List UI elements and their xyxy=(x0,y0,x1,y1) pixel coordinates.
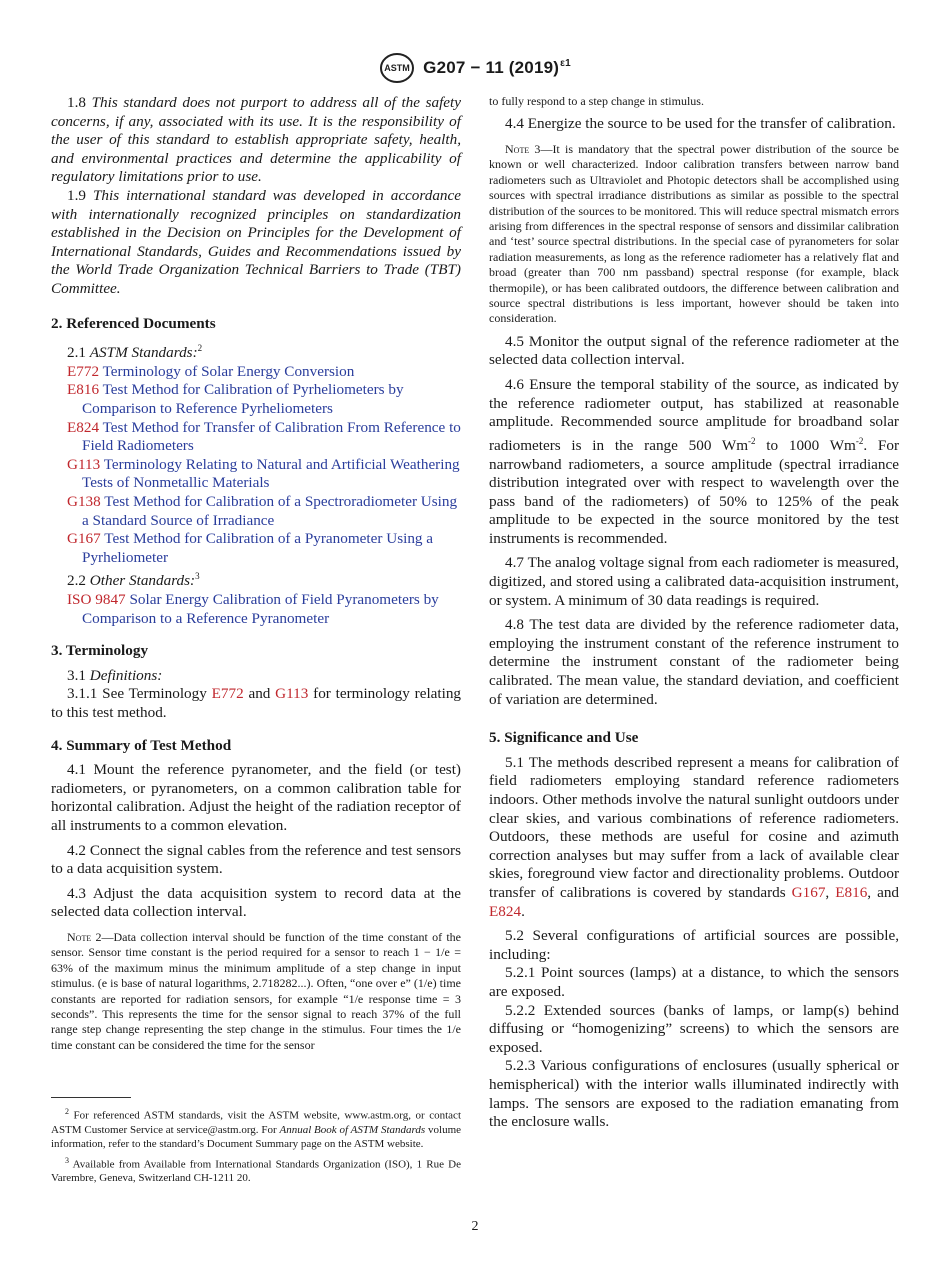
link-e816[interactable]: E816 xyxy=(835,883,868,901)
ref-iso-9847[interactable]: ISO 9847 Solar Energy Calibration of Field Pyranometers by Comparison to a Reference Pyranometer xyxy=(67,590,439,627)
para-5-2-1: 5.2.1 Point sources (lamps) at a distance, to which the sensors are exposed. xyxy=(489,964,899,1000)
para-5-2: 5.2 Several configurations of artificial sources are possible, including: xyxy=(489,927,899,963)
right-column xyxy=(489,94,899,1132)
svg-text:ASTM: ASTM xyxy=(384,63,410,73)
page-number: 2 xyxy=(471,1219,479,1234)
para-4-5: 4.5 Monitor the output signal of the reference radiometer at the selected data collection interval. xyxy=(489,332,899,369)
para-4-4: 4.4 Energize the source to be used for the transfer of calibration. xyxy=(505,115,896,133)
para-4-2: 4.2 Connect the signal cables from the reference and test sensors to a data acquisition system. xyxy=(51,841,461,878)
para-2-1: 2.1 ASTM Standards:$^2$ xyxy=(67,343,203,362)
para-3-1-1: 3.1.1 See Terminology E772 and G113 for terminology relating to this test method. xyxy=(51,685,462,721)
para-5-1: 5.1 The methods described represent a means for calibration of field radiometers employing standard reference radiometers indoors. Other methods involve the natural sunlight outdoors under clear skies, and various combinations of reference radiometers. Outdoors, these methods are useful for cosine and azimuth correction analyses but may suffer from a lack of available clear skies, foreground view factor and directionality problems. Outdoor transfer of calibrations is covered by standards G167, E816, and E824. xyxy=(489,753,900,920)
left-column xyxy=(51,94,461,1053)
standard-designation: G207 − 11 $(2019)^{\varepsilon 1}$ xyxy=(423,58,571,77)
page-header xyxy=(0,52,950,89)
footnote-2: $^2$ For referenced ASTM standards, visit the ASTM website, www.astm.org, or contact ASTM Customer Service at service@astm.org. For Annual Book of ASTM Standards volume information, refer to the standard’s Document Summary page on the ASTM website. xyxy=(51,1107,462,1150)
para-3-1: 3.1 Definitions: xyxy=(67,666,163,684)
footnotes xyxy=(51,1105,461,1188)
ref-g167[interactable]: G167 Test Method for Calibration of a Pyranometer Using a Pyrheliometer xyxy=(67,530,434,566)
note-2: Note 2—Data collection interval should be function of the time constant of the sensor. Sensor time constant is the period required for a sensor to reach 1 − 1/e = 63% of the maximum minus the minimum amplitude of a step change in input stimulus. (e is base of natural logarithms, 2.718282...). Often, “one over e” (1/e) time constants are reported for radiation sensors, for example “1/e response time = 3 seconds”. This represents the time for the sensor signal to reach 37% of the full range step change representing the step change in the stimulus. Four times the 1/e time constant can be considered the time for the sensor xyxy=(51,929,461,1052)
para-4-7: 4.7 The analog voltage signal from each radiometer is measured, digitized, and stored using a calibrated data-acquisition instrument, or system. A minimum of 30 data readings is required. xyxy=(489,554,899,609)
section-5-heading: 5. Significance and Use xyxy=(489,729,639,747)
para-1-9: 1.9 This international standard was developed in accordance with internationally recognized principles on standardization established in the Decision on Principles for the Development of International Standards, Guides and Recommendations issued by the World Trade Organization Technical Barriers to Trade (TBT) Committee. xyxy=(51,186,462,297)
para-4-6: 4.6 Ensure the temporal stability of the source, as indicated by the reference radiometer output, has stabilized at reasonable amplitude. Recommended source amplitude for broadband solar radiometers is in the range 500 $Wm^{-2}$ to 1000 $Wm^{-2}$. For narrowband radiometers, a source amplitude (spectral irradiance distribution integrated over with respect to wavelength over the pass band of the radiometers) of 50% to 125% of the peak amplitude to be expected in the source monitored by the test instruments is recommended. xyxy=(489,376,899,547)
astm-logo-icon xyxy=(379,52,415,84)
para-5-2-3: 5.2.3 Various configurations of enclosures (usually spherical or hemispherical) with the interior walls illuminated indirectly with lamps. The sensors are exposed to the radiation emanating from the enclosure walls. xyxy=(489,1057,899,1131)
section-3-heading: 3. Terminology xyxy=(51,642,149,660)
link-g113[interactable]: G113 xyxy=(275,685,309,703)
para-4-8: 4.8 The test data are divided by the reference radiometer data, employing the instrument constant of the reference instrument to determine the instrument constant of the radiometer being calibrated. The mean value, the standard deviation, and coefficient of variation are determined. xyxy=(489,616,899,708)
footnote-divider xyxy=(51,1097,131,1098)
ref-e772[interactable]: E772 Terminology of Solar Energy Conversion xyxy=(67,362,355,380)
ref-g113[interactable]: G113 Terminology Relating to Natural and Artificial Weathering Tests of Nonmetallic Materials xyxy=(67,455,460,492)
para-2-2: 2.2 Other Standards:$^3$ xyxy=(67,571,200,590)
link-g167[interactable]: G167 xyxy=(791,883,826,901)
section-4-heading: 4. Summary of Test Method xyxy=(51,736,232,754)
ref-g138[interactable]: G138 Test Method for Calibration of a Spectroradiometer Using a Standard Source of Irradiance xyxy=(67,492,458,529)
note-3: Note 3—It is mandatory that the spectral power distribution of the source be known or well characterized. Indoor calibration transfers between narrow band radiometers such as Ultraviolet and Photopic detectors shall be accomplished using sources with spectral irradiance distributions as similar as possible to the spectral distribution of the sources to be monitored. This will reduce spectral mismatch errors arising from differences in the spectral response of sensors and dissimilar calibration and ‘test’ source spectral distributions. In the special case of pyranometers for solar radiation measurements, as long as the reference radiometer has a relatively flat and broad (greater than 700 nm passband) spectral response (for example, black thermopile), or has been calibrated outdoors, the difference between calibration and source spectral distributions is less important, however should be taken into consideration. xyxy=(489,142,899,326)
link-e772[interactable]: E772 xyxy=(211,685,244,703)
para-4-1: 4.1 Mount the reference pyranometer, and the field (or test) radiometers, or pyranometers, on a common calibration table for horizontal calibration. Adjust the height of the radiation receptor of all instruments to a common elevation. xyxy=(51,761,461,834)
note-2-continued: to fully respond to a step change in stimulus. xyxy=(489,94,704,108)
link-e824[interactable]: E824 xyxy=(489,902,522,920)
ref-e816[interactable]: E816 Test Method for Calibration of Pyrheliometers by Comparison to Reference Pyrheliometers xyxy=(67,381,404,417)
para-1-8: 1.8 This standard does not purport to address all of the safety concerns, if any, associated with its use. It is the responsibility of the user of this standard to establish appropriate safety, health, and environmental practices and determine the applicability of regulatory limitations prior to use. xyxy=(51,94,462,186)
para-5-2-2: 5.2.2 Extended sources (banks of lamps, or lamp(s) behind diffusing or “homogenizing” screens) to which the sensors are exposed. xyxy=(489,1001,899,1056)
ref-e824[interactable]: E824 Test Method for Transfer of Calibration From Reference to Field Radiometers xyxy=(67,418,461,455)
para-4-3: 4.3 Adjust the data acquisition system to record data at the selected data collection interval. xyxy=(51,884,461,921)
epsilon-superscript: ε1 xyxy=(560,58,571,69)
section-2-heading: 2. Referenced Documents xyxy=(51,314,216,332)
footnote-3: $^3$ Available from Available from International Standards Organization (ISO), 1 Rue De Varembre, Geneva, Switzerland CH-1211 20. xyxy=(51,1155,461,1185)
